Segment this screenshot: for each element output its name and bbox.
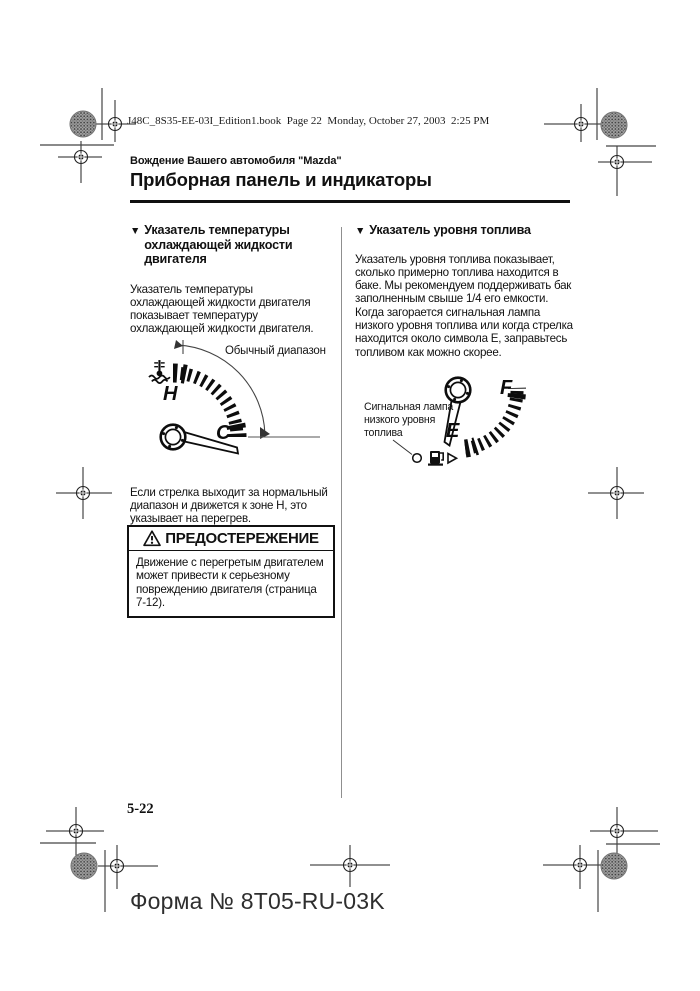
triangle-bullet-icon: ▼ — [355, 225, 366, 237]
needle-hub-inner — [450, 382, 465, 397]
coolant-gauge-paragraph: Указатель температуры охлаждающей жидкости двигателя показывает температуру охлаждающей жидкости двигателя. — [130, 282, 314, 336]
column-divider — [341, 227, 342, 798]
coolant-temperature-icon — [149, 360, 170, 383]
hot-label: H — [163, 383, 178, 405]
needle-hub-inner — [165, 429, 180, 444]
empty-label: E — [446, 420, 460, 442]
range-arrow-top-icon — [174, 340, 183, 349]
warning-header — [129, 527, 333, 551]
lamp-label-line1: Сигнальная лампа — [364, 401, 454, 413]
page-number: 5-22 — [127, 801, 154, 817]
gauge-bold-ticks-hot — [173, 373, 186, 374]
triangle-bullet-icon: ▼ — [130, 225, 141, 237]
page-title: Приборная панель и индикаторы — [130, 169, 432, 190]
heading-text: Указатель температуры охлаждающей жидкости двигателя — [144, 223, 293, 266]
arrow-right-icon — [448, 454, 457, 464]
warning-body: Движение с перегретым двигателем может привести к серьезному повреждению двигателя (страница 7-12). — [136, 556, 324, 609]
overheat-paragraph: Если стрелка выходит за нормальный диапазон и движется к зоне H, это указывает на перегрев. — [130, 485, 328, 526]
warning-title: ПРЕДОСТЕРЕЖЕНИЕ — [165, 530, 319, 547]
warning-triangle-icon — [143, 530, 161, 547]
normal-range-label: Обычный диапазон — [225, 345, 326, 357]
range-arc — [178, 345, 265, 434]
low-fuel-lamp-circle — [413, 454, 422, 463]
fuel-gauge-figure — [360, 363, 575, 479]
lamp-leader-line — [393, 440, 412, 455]
full-label: F — [500, 377, 513, 399]
heading-text: Указатель уровня топлива — [369, 223, 531, 237]
coolant-temperature-gauge-figure — [130, 338, 340, 472]
heading-coolant-temperature-gauge — [130, 223, 307, 267]
print-file-header: J48C_8S35-EE-03I_Edition1.book Page 22 Monday, October 27, 2003 2:25 PM — [127, 115, 490, 127]
title-rule — [130, 200, 570, 203]
warning-box — [127, 525, 335, 618]
form-number: Форма № 8T05-RU-03K — [130, 888, 385, 914]
gauge-bold-ticks-empty — [465, 446, 476, 449]
chapter-kicker: Вождение Вашего автомобиля "Mazda" — [130, 155, 342, 167]
heading-fuel-gauge — [355, 223, 531, 239]
cold-label: C — [216, 422, 231, 444]
fuel-pump-icon — [428, 451, 443, 466]
lamp-label-line3: топлива — [364, 427, 403, 439]
fuel-gauge-paragraph: Указатель уровня топлива показывает, сколько примерно топлива находится в баке. Мы рекомендуем поддерживать бак заполненным свыше 1/4 его емкости. Когда загорается сигнальная лампа низкого уровня топлива или когда стрелка находится около символа E, заправьтесь топливом как можно скорее. — [355, 252, 573, 359]
lamp-label-line2: низкого уровня — [364, 414, 436, 426]
